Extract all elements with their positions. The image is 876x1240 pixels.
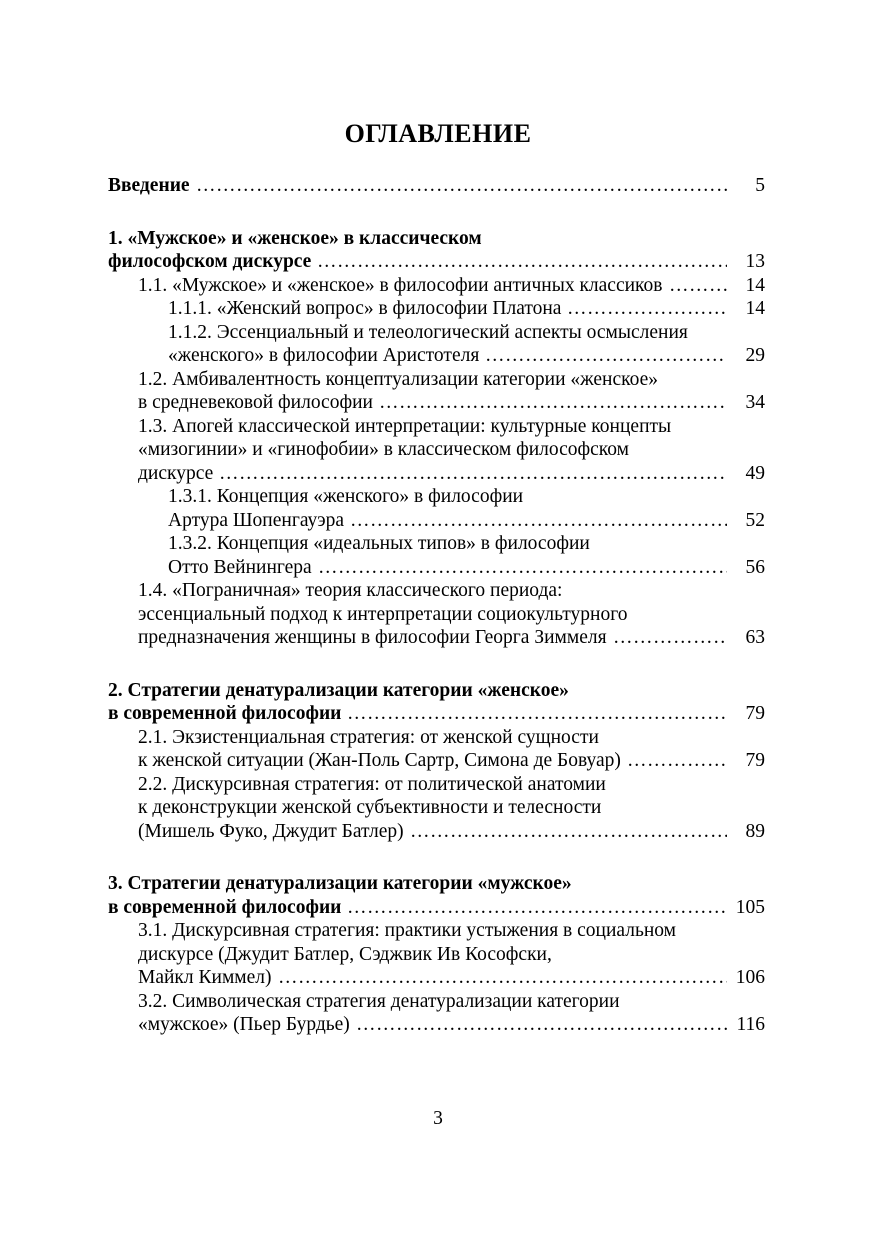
toc-line <box>0 321 876 345</box>
toc-line <box>0 626 876 650</box>
toc-entry-title: предназначения женщины в философии Георга Зиммеля <box>138 627 607 648</box>
toc-page-number: 14 <box>745 274 765 296</box>
toc-line <box>0 702 876 726</box>
toc-entry-title: дискурсе <box>138 462 214 484</box>
toc-entry-title: 1.3.2. Концепция «идеальных типов» в философии <box>168 533 590 554</box>
toc-page-number: 52 <box>745 509 765 531</box>
toc-page-number: 63 <box>745 627 765 648</box>
toc-entry-title: «женского» в философии Аристотеля <box>168 345 480 366</box>
toc-line <box>0 297 876 321</box>
toc-page-number: 116 <box>736 1014 765 1035</box>
toc-entry-title: 2.1. Экзистенциальная стратегия: от женской сущности <box>138 726 599 748</box>
toc-line <box>0 368 876 392</box>
dot-leader <box>627 749 727 773</box>
toc-entry-title: 3.2. Символическая стратегия денатурализации категории <box>138 990 620 1012</box>
toc-page-number: 89 <box>745 820 765 842</box>
toc-line <box>0 773 876 797</box>
toc-entry-title: эссенциальный подход к интерпретации социокультурного <box>138 603 628 625</box>
toc-entry-title: 1.1.1. «Женский вопрос» в философии Платона <box>168 298 562 319</box>
toc-entry <box>0 919 876 990</box>
toc-entry-title: 1.3.1. Концепция «женского» в философии <box>168 486 524 507</box>
toc-line <box>0 872 876 896</box>
toc-line <box>0 1013 876 1037</box>
toc-line <box>0 344 876 368</box>
toc-entry-title: 1.2. Амбивалентность концептуализации категории «женское» <box>138 368 658 390</box>
toc-line <box>0 509 876 533</box>
toc-entry <box>0 415 876 486</box>
toc-page-number: 79 <box>745 703 765 724</box>
toc-entry-title: (Мишель Фуко, Джудит Батлер) <box>138 820 404 842</box>
toc-line <box>0 579 876 603</box>
dot-leader <box>669 274 727 298</box>
toc-entry-title: 1.1. «Мужское» и «женское» в философии античных классиков <box>138 274 663 296</box>
toc-entry-title: к женской ситуации (Жан-Поль Сартр, Симона де Бовуар) <box>138 750 621 771</box>
toc-entry-title: в современной философии <box>108 896 342 918</box>
toc-line <box>0 462 876 486</box>
toc-entry-title: «мизогинии» и «гинофобии» в классическом философском <box>138 439 630 460</box>
toc-entry <box>0 368 876 415</box>
toc-entry-title: философском дискурсе <box>108 251 312 272</box>
toc-line <box>0 726 876 750</box>
toc-entry-title: 1.1.2. Эссенциальный и телеологический аспекты осмысления <box>168 321 688 343</box>
dot-leader <box>318 556 727 580</box>
dot-leader <box>278 966 727 990</box>
toc-entry-title: Отто Вейнингера <box>168 556 312 578</box>
toc-line <box>0 415 876 439</box>
toc-entry-title: Введение <box>108 175 190 196</box>
toc-line <box>0 391 876 415</box>
toc-entry-title: к деконструкции женской субъективности и телесности <box>138 797 602 818</box>
toc-line <box>0 796 876 820</box>
toc-line <box>0 990 876 1014</box>
toc-entry-title: Майкл Киммел) <box>138 967 272 988</box>
toc-entry-title: «мужское» (Пьер Бурдье) <box>138 1014 350 1035</box>
toc-entry-title: 1.4. «Пограничная» теория классического периода: <box>138 580 563 601</box>
toc-line <box>0 943 876 967</box>
toc-entry <box>0 174 876 198</box>
toc-entry <box>0 485 876 532</box>
toc-line <box>0 966 876 990</box>
toc-page-number: 13 <box>745 251 765 272</box>
toc-line <box>0 274 876 298</box>
toc-page-number: 29 <box>745 345 765 366</box>
toc-entry-title: 1.3. Апогей классической интерпретации: культурные концепты <box>138 415 672 437</box>
toc-entry <box>0 321 876 368</box>
toc-entry <box>0 532 876 579</box>
toc-entry <box>0 990 876 1037</box>
toc-line <box>0 896 876 920</box>
toc-page-number: 5 <box>755 175 765 196</box>
toc-line <box>0 820 876 844</box>
dot-leader <box>347 702 727 726</box>
toc-entry-title: 1. «Мужское» и «женское» в классическом <box>108 227 482 249</box>
toc-line <box>0 749 876 773</box>
toc-page-number: 49 <box>745 462 765 484</box>
toc-page-number: 106 <box>735 967 765 988</box>
toc-entry-title: 2. Стратегии денатурализации категории «женское» <box>108 679 569 701</box>
dot-leader <box>350 509 727 533</box>
dot-leader <box>219 462 727 486</box>
toc-line <box>0 438 876 462</box>
toc-entry <box>0 227 876 274</box>
toc-line <box>0 227 876 251</box>
toc-line <box>0 250 876 274</box>
dot-leader <box>485 344 727 368</box>
toc-entry-title: 3.1. Дискурсивная стратегия: практики устыжения в социальном <box>138 920 677 941</box>
dot-leader <box>347 896 727 920</box>
toc-entry <box>0 297 876 321</box>
toc-page-number: 34 <box>745 392 765 413</box>
toc-entry <box>0 274 876 298</box>
toc-entry <box>0 679 876 726</box>
toc-line <box>0 174 876 198</box>
dot-leader <box>356 1013 727 1037</box>
toc-entry-title: 3. Стратегии денатурализации категории «мужское» <box>108 873 572 894</box>
toc-page-number: 79 <box>745 750 765 771</box>
toc-entry-title: дискурсе (Джудит Батлер, Сэджвик Ив Кософски, <box>138 943 552 965</box>
dot-leader <box>410 820 727 844</box>
toc-line <box>0 919 876 943</box>
toc-line <box>0 679 876 703</box>
toc-entry <box>0 773 876 844</box>
dot-leader <box>196 174 727 198</box>
dot-leader <box>379 391 727 415</box>
dot-leader <box>613 626 727 650</box>
table-of-contents <box>0 174 876 1037</box>
toc-entry-title: Артура Шопенгауэра <box>168 509 345 531</box>
toc-entry-title: в современной философии <box>108 703 342 724</box>
dot-leader <box>567 297 727 321</box>
toc-line <box>0 485 876 509</box>
page-number: 3 <box>433 1108 443 1129</box>
toc-line <box>0 532 876 556</box>
toc-entry <box>0 726 876 773</box>
page-title: ОГЛАВЛЕНИЕ <box>344 119 532 148</box>
dot-leader <box>317 250 727 274</box>
toc-page-number: 56 <box>745 556 765 578</box>
toc-line <box>0 556 876 580</box>
toc-entry-title: в средневековой философии <box>138 392 373 413</box>
toc-page-number: 105 <box>735 896 765 918</box>
toc-page-number: 14 <box>745 298 765 319</box>
toc-entry-title: 2.2. Дискурсивная стратегия: от политической анатомии <box>138 773 606 795</box>
toc-entry <box>0 872 876 919</box>
toc-line <box>0 603 876 627</box>
toc-entry <box>0 579 876 650</box>
